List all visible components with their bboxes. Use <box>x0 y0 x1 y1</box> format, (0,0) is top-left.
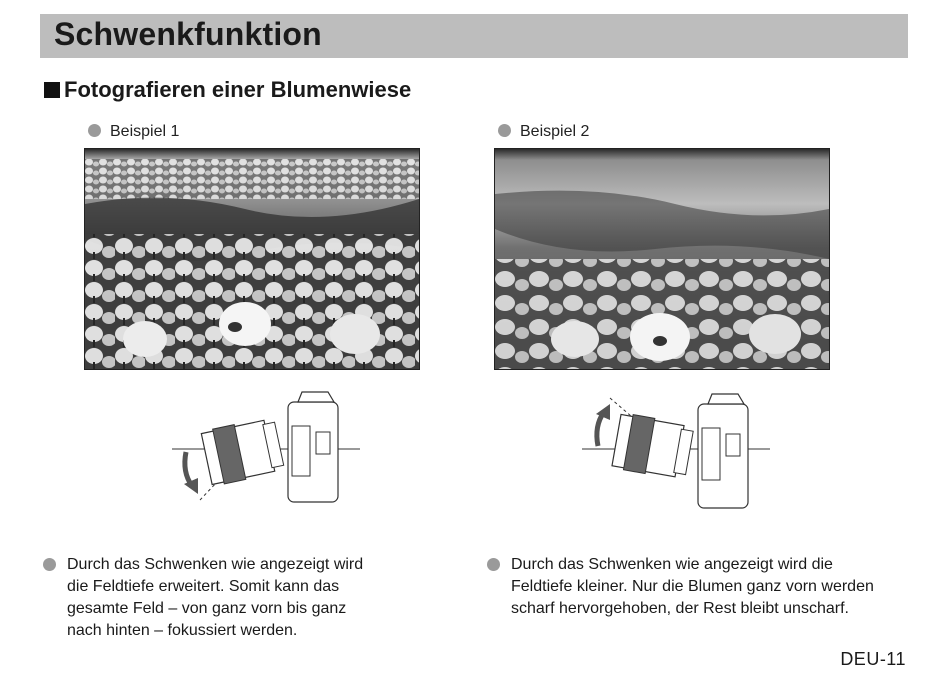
page-number: DEU-11 <box>840 649 906 669</box>
description-line: Feldtiefe kleiner. Nur die Blumen ganz vorn werden <box>511 578 874 595</box>
description-line: Durch das Schwenken wie angezeigt wird die <box>511 556 833 573</box>
camera-tilt-down-icon <box>170 388 362 506</box>
example-2-description <box>511 554 911 620</box>
page-title: Schwenkfunktion <box>54 16 322 52</box>
bullet-dot-icon <box>487 558 500 571</box>
example-1-label <box>88 123 179 141</box>
camera-tilt-up-icon <box>580 388 772 512</box>
example-2-label-text: Beispiel 2 <box>520 123 590 140</box>
description-line: nach hinten – fokussiert werden. <box>67 622 298 639</box>
description-line: gesamte Feld – von ganz vorn bis ganz <box>67 600 347 617</box>
tulip-field-sharp-photo <box>84 148 420 370</box>
tulip-field-blurred-photo <box>494 148 830 370</box>
title-bar <box>40 14 908 58</box>
description-line: die Feldtiefe erweitert. Somit kann das <box>67 578 340 595</box>
section-heading <box>44 77 411 103</box>
description-line: scharf hervorgehoben, der Rest bleibt unscharf. <box>511 600 849 617</box>
section-heading-text: Fotografieren einer Blumenwiese <box>64 77 412 102</box>
bullet-dot-icon <box>88 124 101 137</box>
bullet-dot-icon <box>43 558 56 571</box>
example-1-description <box>67 554 427 642</box>
example-2-label <box>498 123 589 141</box>
square-bullet-icon <box>44 82 60 98</box>
bullet-dot-icon <box>498 124 511 137</box>
description-line: Durch das Schwenken wie angezeigt wird <box>67 556 364 573</box>
example-1-label-text: Beispiel 1 <box>110 123 180 140</box>
